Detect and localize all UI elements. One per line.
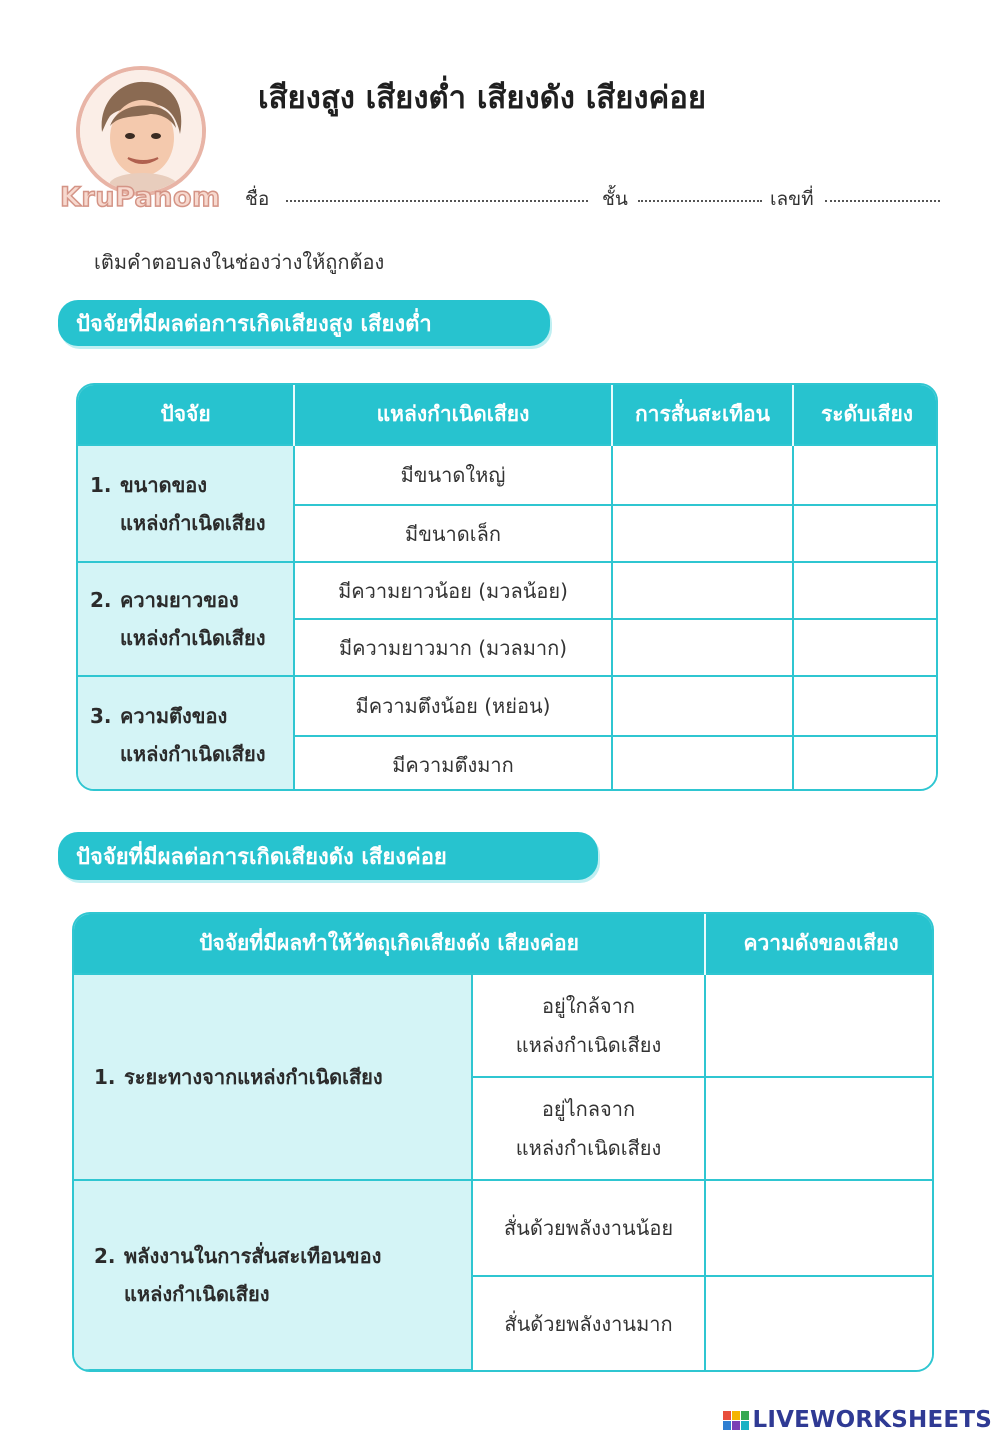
answer-vibration-cell[interactable] xyxy=(612,619,793,676)
class-field[interactable] xyxy=(638,200,762,202)
header-pitch-level: ระดับเสียง xyxy=(793,385,938,445)
answer-pitch-cell[interactable] xyxy=(793,562,938,619)
answer-loudness-cell[interactable] xyxy=(705,1077,934,1180)
answer-vibration-cell[interactable] xyxy=(612,505,793,562)
header-source: แหล่งกำเนิดเสียง xyxy=(294,385,612,445)
answer-pitch-cell[interactable] xyxy=(793,736,938,791)
answer-vibration-cell[interactable] xyxy=(612,676,793,736)
factor-length: 2. ความยาวของ แหล่งกำเนิดเสียง xyxy=(78,562,294,676)
instruction-text: เติมคำตอบลงในช่องว่างให้ถูกต้อง xyxy=(94,250,385,274)
liveworksheets-grid-icon xyxy=(723,1411,749,1430)
section1-title: ปัจจัยที่มีผลต่อการเกิดเสียงสูง เสียงต่ำ xyxy=(58,300,550,346)
answer-loudness-cell[interactable] xyxy=(705,1276,934,1370)
class-label: ชั้น xyxy=(602,188,628,210)
factor-size: 1. ขนาดของ แหล่งกำเนิดเสียง xyxy=(78,445,294,562)
source-row: สั่นด้วยพลังงานมาก xyxy=(472,1276,705,1370)
name-field[interactable] xyxy=(286,200,588,202)
page-title: เสียงสูง เสียงต่ำ เสียงดัง เสียงค่อย xyxy=(258,80,707,116)
face-illustration-icon xyxy=(80,70,202,192)
source-row: มีความตึงมาก xyxy=(294,736,612,791)
header-loudness-factor: ปัจจัยที่มีผลทำให้วัตถุเกิดเสียงดัง เสียงค่อย xyxy=(74,914,705,974)
factor-distance: 1. ระยะทางจากแหล่งกำเนิดเสียง xyxy=(74,974,472,1180)
factor-tension: 3. ความตึงของ แหล่งกำเนิดเสียง xyxy=(78,676,294,791)
source-row: อยู่ใกล้จาก แหล่งกำเนิดเสียง xyxy=(472,974,705,1077)
source-row: มีความยาวน้อย (มวลน้อย) xyxy=(294,562,612,619)
answer-pitch-cell[interactable] xyxy=(793,505,938,562)
factor-energy: 2. พลังงานในการสั่นสะเทือนของ แหล่งกำเนิดเสียง xyxy=(74,1180,472,1370)
source-row: อยู่ไกลจาก แหล่งกำเนิดเสียง xyxy=(472,1077,705,1180)
answer-pitch-cell[interactable] xyxy=(793,445,938,505)
source-row: มีขนาดใหญ่ xyxy=(294,445,612,505)
header-loudness: ความดังของเสียง xyxy=(705,914,934,974)
header-factor: ปัจจัย xyxy=(78,385,294,445)
liveworksheets-logo[interactable] xyxy=(723,1407,992,1433)
source-row: มีความตึงน้อย (หย่อน) xyxy=(294,676,612,736)
answer-pitch-cell[interactable] xyxy=(793,619,938,676)
answer-vibration-cell[interactable] xyxy=(612,445,793,505)
section2-title: ปัจจัยที่มีผลต่อการเกิดเสียงดัง เสียงค่อย xyxy=(58,832,598,880)
source-row: มีขนาดเล็ก xyxy=(294,505,612,562)
number-label: เลขที่ xyxy=(770,188,814,210)
pitch-table xyxy=(76,383,938,791)
source-row: มีความยาวมาก (มวลมาก) xyxy=(294,619,612,676)
teacher-avatar xyxy=(76,66,206,196)
answer-vibration-cell[interactable] xyxy=(612,736,793,791)
answer-vibration-cell[interactable] xyxy=(612,562,793,619)
answer-pitch-cell[interactable] xyxy=(793,676,938,736)
answer-loudness-cell[interactable] xyxy=(705,1180,934,1276)
answer-loudness-cell[interactable] xyxy=(705,974,934,1077)
liveworksheets-wordmark: LIVEWORKSHEETS xyxy=(752,1407,992,1433)
name-label: ชื่อ xyxy=(245,188,270,210)
header-vibration: การสั่นสะเทือน xyxy=(612,385,793,445)
number-field[interactable] xyxy=(825,200,940,202)
source-row: สั่นด้วยพลังงานน้อย xyxy=(472,1180,705,1276)
brand-logo: KruPanom xyxy=(60,182,221,213)
loudness-table xyxy=(72,912,934,1372)
